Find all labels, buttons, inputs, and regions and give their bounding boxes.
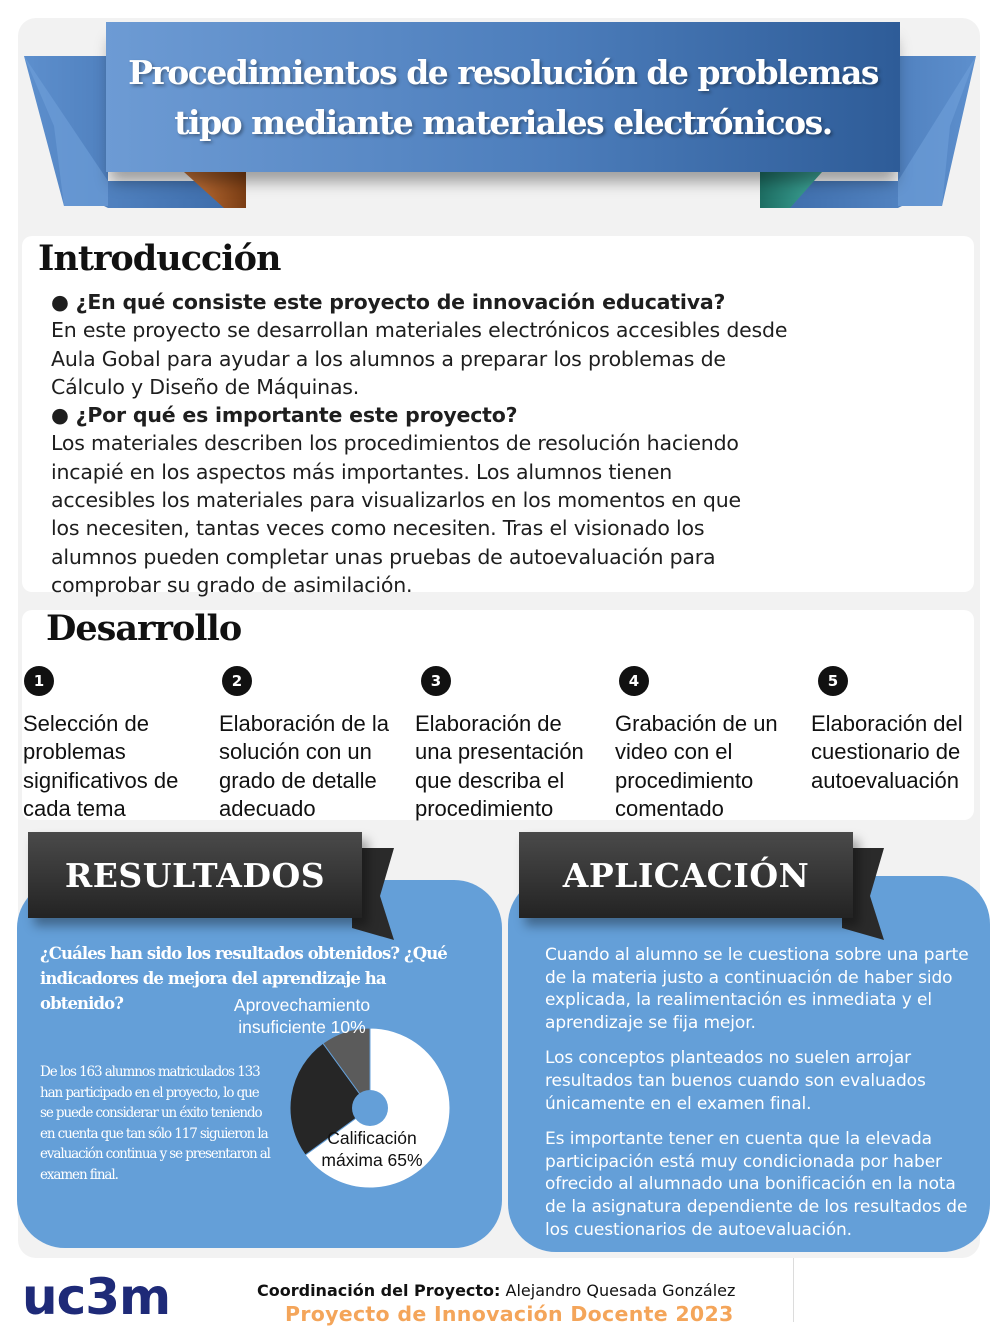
step-text: Selección de problemas significativos de cada tema [23,711,179,821]
intro-answer-2: Los materiales describen los procedimientos de resolución haciendo incapié en los aspectos más importantes. Los alumnos tienen accesibles los materiales para visualizarlos en los momentos en que los necesiten, tantas veces como necesiten. Tras el visionado los alumnos pueden completar unas pruebas de autoevaluación para comprobar su grado de asimilación. [51,431,741,597]
aplicacion-paragraph-1: Cuando al alumno se le cuestiona sobre una parte de la materia justo a continuación de haber sido explicada, la realimentación es inmediata y el aprendizaje se fija mejor. [545,945,969,1033]
aplicacion-paragraph-2: Los conceptos planteados no suelen arrojar resultados tan buenos cuando son evaluados únicamente en el examen final. [545,1048,926,1114]
intro-text [51,288,791,599]
step-4 [615,666,801,823]
coordination-label: Coordinación del Proyecto: [257,1281,501,1300]
project-title: Proyecto de Innovación Docente 2023 [285,1302,734,1326]
resultados-paragraph: De los 163 alumnos matriculados 133 han participado en el proyecto, lo que se puede considerar un éxito teniendo en cuenta que tan sólo 117 siguieron la evaluación continua y se presentaron al examen final. [40,1064,270,1183]
pie-label-insuficiente: Aprovechamiento insuficiente 10% [233,995,371,1037]
footer-divider [793,1258,794,1322]
title-banner [106,22,900,172]
title-line-1: Procedimientos de resolución de problemas [128,53,878,92]
aplicacion-paragraph-3: Es importante tener en cuenta que la elevada participación está muy condicionada por haber ofrecido al alumnado una bonificación en la nota de la asignatura dependiente de los resultados de los cuestionarios de autoevaluación. [545,1129,968,1240]
coordinator-name: Alejandro Quesada González [505,1281,736,1300]
step-5 [811,666,981,795]
resultados-banner: RESULTADOS [28,832,362,918]
step-text: Elaboración de la solución con un grado de detalle adecuado [219,711,390,821]
aplicacion-banner: APLICACIÓN [519,832,853,918]
intro-question-2: ● ¿Por qué es importante este proyecto? [51,403,518,428]
step-number-badge: 2 [222,666,252,696]
uc3m-logo: uc3m [22,1268,171,1326]
intro-heading: Introducción [38,238,281,279]
page-title [106,48,900,148]
step-text: Elaboración de una presentación que describa el procedimiento [415,711,584,821]
step-number-badge: 5 [818,666,848,696]
resultados-questions: ¿Cuáles han sido los resultados obtenidos? ¿Qué indicadores de mejora del aprendizaje ha obtenido? [40,944,447,1013]
step-number-badge: 1 [24,666,54,696]
step-2 [219,666,405,823]
desarrollo-heading: Desarrollo [46,608,242,649]
coordination-line [257,1281,735,1300]
pie-label-maxima: Calificación máxima 65% [321,1128,423,1170]
step-3 [415,666,603,823]
step-number-badge: 4 [619,666,649,696]
step-text: Grabación de un video con el procedimiento comentado [615,711,778,821]
intro-question-1: ● ¿En qué consiste este proyecto de innovación educativa? [51,290,726,314]
pie-center-hole [352,1090,388,1126]
title-line-2: tipo mediante materiales electrónicos. [174,103,832,142]
step-1 [23,666,213,823]
step-number-badge: 3 [421,666,451,696]
intro-answer-1: En este proyecto se desarrollan materiales electrónicos accesibles desde Aula Gobal para ayudar a los alumnos a preparar los problemas de Cálculo y Diseño de Máquinas. [51,318,788,399]
step-text: Elaboración del cuestionario de autoevaluación [811,711,963,793]
aplicacion-text [545,944,975,1254]
